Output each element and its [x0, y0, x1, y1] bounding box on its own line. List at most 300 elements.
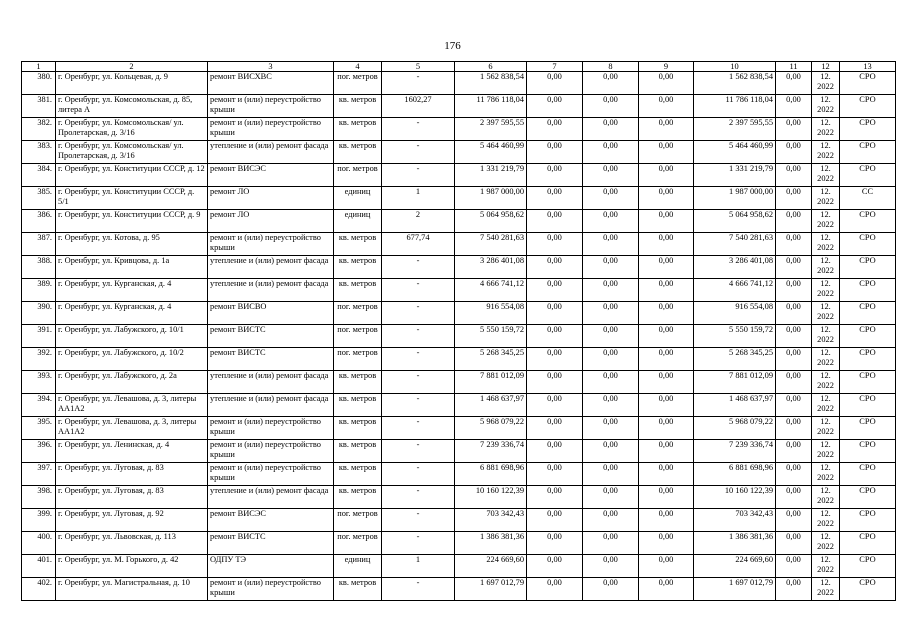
row-number: 388. [22, 256, 56, 279]
other-funds-cell: 0,00 [776, 348, 812, 371]
budget-cost-cell: 0,00 [583, 187, 639, 210]
repair-method-cell: СРО [840, 325, 896, 348]
other-funds-cell: 0,00 [776, 187, 812, 210]
repair-method-cell: СРО [840, 371, 896, 394]
other-funds-cell: 0,00 [776, 95, 812, 118]
owners-funds-cell: 7 881 012,09 [694, 371, 776, 394]
total-cost-cell: 2 397 595,55 [455, 118, 527, 141]
row-number: 393. [22, 371, 56, 394]
quantity-cell: - [382, 486, 455, 509]
column-number-header: 3 [208, 62, 334, 72]
completion-date-cell: 12. 2022 [812, 532, 840, 555]
fund-cost-cell: 0,00 [527, 302, 583, 325]
table-row [22, 164, 896, 187]
table-row [22, 256, 896, 279]
unit-cell: кв. метров [334, 233, 382, 256]
budget-cost-cell: 0,00 [583, 302, 639, 325]
address-cell: г. Оренбург, ул. Луговая, д. 83 [56, 463, 208, 486]
work-type-cell: ремонт ВИСВО [208, 302, 334, 325]
quantity-cell: 677,74 [382, 233, 455, 256]
budget-cost-cell: 0,00 [583, 279, 639, 302]
quantity-cell: 1 [382, 187, 455, 210]
row-number: 391. [22, 325, 56, 348]
other-funds-cell: 0,00 [776, 440, 812, 463]
fund-cost-cell: 0,00 [527, 187, 583, 210]
repair-method-cell: СРО [840, 210, 896, 233]
row-number: 396. [22, 440, 56, 463]
table-row [22, 348, 896, 371]
total-cost-cell: 5 064 958,62 [455, 210, 527, 233]
address-cell: г. Оренбург, ул. Львовская, д. 113 [56, 532, 208, 555]
fund-cost-cell: 0,00 [527, 463, 583, 486]
work-type-cell: утепление и (или) ремонт фасада [208, 279, 334, 302]
address-cell: г. Оренбург, ул. Лабужского, д. 10/2 [56, 348, 208, 371]
fund-cost-cell: 0,00 [527, 578, 583, 601]
repair-method-cell: СРО [840, 486, 896, 509]
table-row [22, 233, 896, 256]
table-row [22, 578, 896, 601]
unit-cell: кв. метров [334, 118, 382, 141]
budget-cost-cell: 0,00 [583, 348, 639, 371]
row-number: 386. [22, 210, 56, 233]
other-funds-cell: 0,00 [776, 279, 812, 302]
table-row [22, 72, 896, 95]
total-cost-cell: 224 669,60 [455, 555, 527, 578]
table-row [22, 532, 896, 555]
other-funds-cell: 0,00 [776, 578, 812, 601]
completion-date-cell: 12. 2022 [812, 578, 840, 601]
completion-date-cell: 12. 2022 [812, 348, 840, 371]
quantity-cell: - [382, 440, 455, 463]
owners-funds-cell: 1 468 637,97 [694, 394, 776, 417]
repair-method-cell: СРО [840, 417, 896, 440]
local-budget-cell: 0,00 [639, 164, 694, 187]
quantity-cell: - [382, 578, 455, 601]
completion-date-cell: 12. 2022 [812, 486, 840, 509]
total-cost-cell: 1 468 637,97 [455, 394, 527, 417]
quantity-cell: 1602,27 [382, 95, 455, 118]
address-cell: г. Оренбург, ул. Курганская, д. 4 [56, 279, 208, 302]
other-funds-cell: 0,00 [776, 463, 812, 486]
fund-cost-cell: 0,00 [527, 417, 583, 440]
column-number-header: 7 [527, 62, 583, 72]
quantity-cell: - [382, 164, 455, 187]
unit-cell: кв. метров [334, 371, 382, 394]
local-budget-cell: 0,00 [639, 578, 694, 601]
quantity-cell: - [382, 118, 455, 141]
repair-method-cell: СРО [840, 72, 896, 95]
repair-method-cell: СРО [840, 279, 896, 302]
total-cost-cell: 1 386 381,36 [455, 532, 527, 555]
table-row [22, 279, 896, 302]
owners-funds-cell: 703 342,43 [694, 509, 776, 532]
other-funds-cell: 0,00 [776, 164, 812, 187]
column-number-header: 11 [776, 62, 812, 72]
total-cost-cell: 916 554,08 [455, 302, 527, 325]
total-cost-cell: 7 239 336,74 [455, 440, 527, 463]
unit-cell: кв. метров [334, 578, 382, 601]
owners-funds-cell: 224 669,60 [694, 555, 776, 578]
table-row [22, 187, 896, 210]
address-cell: г. Оренбург, ул. Кривцова, д. 1а [56, 256, 208, 279]
local-budget-cell: 0,00 [639, 187, 694, 210]
other-funds-cell: 0,00 [776, 486, 812, 509]
unit-cell: пог. метров [334, 532, 382, 555]
row-number: 389. [22, 279, 56, 302]
work-type-cell: ОДПУ ТЭ [208, 555, 334, 578]
row-number: 382. [22, 118, 56, 141]
repair-method-cell: СРО [840, 95, 896, 118]
table-row [22, 302, 896, 325]
unit-cell: кв. метров [334, 440, 382, 463]
column-number-header: 1 [22, 62, 56, 72]
budget-cost-cell: 0,00 [583, 256, 639, 279]
address-cell: г. Оренбург, ул. Левашова, д. 3, литеры АА1А2 [56, 417, 208, 440]
address-cell: г. Оренбург, ул. Комсомольская/ ул. Пролетарская, д. 3/16 [56, 141, 208, 164]
repair-method-cell: СРО [840, 233, 896, 256]
table-row [22, 325, 896, 348]
budget-cost-cell: 0,00 [583, 417, 639, 440]
row-number: 395. [22, 417, 56, 440]
table-row [22, 95, 896, 118]
unit-cell: пог. метров [334, 72, 382, 95]
fund-cost-cell: 0,00 [527, 555, 583, 578]
repair-method-cell: СРО [840, 164, 896, 187]
budget-cost-cell: 0,00 [583, 440, 639, 463]
fund-cost-cell: 0,00 [527, 256, 583, 279]
budget-cost-cell: 0,00 [583, 141, 639, 164]
total-cost-cell: 11 786 118,04 [455, 95, 527, 118]
completion-date-cell: 12. 2022 [812, 279, 840, 302]
work-type-cell: ремонт и (или) переустройство крыши [208, 95, 334, 118]
repair-method-cell: СРО [840, 555, 896, 578]
work-type-cell: ремонт ВИСЭС [208, 164, 334, 187]
work-type-cell: ремонт и (или) переустройство крыши [208, 118, 334, 141]
work-type-cell: утепление и (или) ремонт фасада [208, 371, 334, 394]
column-number-header: 13 [840, 62, 896, 72]
local-budget-cell: 0,00 [639, 118, 694, 141]
repair-method-cell: СРО [840, 256, 896, 279]
address-cell: г. Оренбург, ул. Комсомольская/ ул. Пролетарская, д. 3/16 [56, 118, 208, 141]
completion-date-cell: 12. 2022 [812, 440, 840, 463]
other-funds-cell: 0,00 [776, 302, 812, 325]
quantity-cell: - [382, 371, 455, 394]
total-cost-cell: 5 268 345,25 [455, 348, 527, 371]
completion-date-cell: 12. 2022 [812, 72, 840, 95]
owners-funds-cell: 1 697 012,79 [694, 578, 776, 601]
row-number: 399. [22, 509, 56, 532]
work-type-cell: утепление и (или) ремонт фасада [208, 256, 334, 279]
unit-cell: кв. метров [334, 256, 382, 279]
budget-cost-cell: 0,00 [583, 394, 639, 417]
column-number-header: 4 [334, 62, 382, 72]
local-budget-cell: 0,00 [639, 95, 694, 118]
fund-cost-cell: 0,00 [527, 210, 583, 233]
budget-cost-cell: 0,00 [583, 72, 639, 95]
total-cost-cell: 5 550 159,72 [455, 325, 527, 348]
owners-funds-cell: 4 666 741,12 [694, 279, 776, 302]
completion-date-cell: 12. 2022 [812, 325, 840, 348]
column-number-header: 12 [812, 62, 840, 72]
repair-method-cell: СРО [840, 348, 896, 371]
row-number: 390. [22, 302, 56, 325]
local-budget-cell: 0,00 [639, 371, 694, 394]
fund-cost-cell: 0,00 [527, 371, 583, 394]
completion-date-cell: 12. 2022 [812, 141, 840, 164]
fund-cost-cell: 0,00 [527, 95, 583, 118]
total-cost-cell: 5 464 460,99 [455, 141, 527, 164]
quantity-cell: - [382, 279, 455, 302]
budget-cost-cell: 0,00 [583, 578, 639, 601]
quantity-cell: - [382, 72, 455, 95]
address-cell: г. Оренбург, ул. М. Горького, д. 42 [56, 555, 208, 578]
fund-cost-cell: 0,00 [527, 532, 583, 555]
other-funds-cell: 0,00 [776, 417, 812, 440]
work-type-cell: утепление и (или) ремонт фасада [208, 141, 334, 164]
capital-repair-table [21, 61, 896, 601]
unit-cell: кв. метров [334, 394, 382, 417]
work-type-cell: ремонт и (или) переустройство крыши [208, 233, 334, 256]
budget-cost-cell: 0,00 [583, 118, 639, 141]
repair-method-cell: СРО [840, 578, 896, 601]
work-type-cell: ремонт и (или) переустройство крыши [208, 440, 334, 463]
address-cell: г. Оренбург, ул. Конституции СССР, д. 12 [56, 164, 208, 187]
work-type-cell: ремонт ВИСТС [208, 325, 334, 348]
owners-funds-cell: 7 540 281,63 [694, 233, 776, 256]
quantity-cell: 1 [382, 555, 455, 578]
table-row [22, 463, 896, 486]
local-budget-cell: 0,00 [639, 509, 694, 532]
other-funds-cell: 0,00 [776, 256, 812, 279]
local-budget-cell: 0,00 [639, 417, 694, 440]
address-cell: г. Оренбург, ул. Конституции СССР, д. 9 [56, 210, 208, 233]
completion-date-cell: 12. 2022 [812, 118, 840, 141]
budget-cost-cell: 0,00 [583, 463, 639, 486]
row-number: 381. [22, 95, 56, 118]
column-number-header: 10 [694, 62, 776, 72]
address-cell: г. Оренбург, ул. Курганская, д. 4 [56, 302, 208, 325]
table-row [22, 486, 896, 509]
owners-funds-cell: 5 968 079,22 [694, 417, 776, 440]
table-row [22, 509, 896, 532]
column-number-header: 9 [639, 62, 694, 72]
address-cell: г. Оренбург, ул. Луговая, д. 92 [56, 509, 208, 532]
owners-funds-cell: 11 786 118,04 [694, 95, 776, 118]
budget-cost-cell: 0,00 [583, 233, 639, 256]
repair-method-cell: СРО [840, 394, 896, 417]
local-budget-cell: 0,00 [639, 486, 694, 509]
work-type-cell: ремонт и (или) переустройство крыши [208, 463, 334, 486]
fund-cost-cell: 0,00 [527, 509, 583, 532]
fund-cost-cell: 0,00 [527, 118, 583, 141]
local-budget-cell: 0,00 [639, 348, 694, 371]
other-funds-cell: 0,00 [776, 532, 812, 555]
address-cell: г. Оренбург, ул. Кольцевая, д. 9 [56, 72, 208, 95]
total-cost-cell: 703 342,43 [455, 509, 527, 532]
local-budget-cell: 0,00 [639, 463, 694, 486]
row-number: 398. [22, 486, 56, 509]
quantity-cell: - [382, 532, 455, 555]
unit-cell: единиц [334, 210, 382, 233]
other-funds-cell: 0,00 [776, 325, 812, 348]
total-cost-cell: 1 562 838,54 [455, 72, 527, 95]
unit-cell: кв. метров [334, 279, 382, 302]
owners-funds-cell: 2 397 595,55 [694, 118, 776, 141]
owners-funds-cell: 916 554,08 [694, 302, 776, 325]
local-budget-cell: 0,00 [639, 555, 694, 578]
total-cost-cell: 7 881 012,09 [455, 371, 527, 394]
budget-cost-cell: 0,00 [583, 325, 639, 348]
unit-cell: пог. метров [334, 325, 382, 348]
table-row [22, 118, 896, 141]
local-budget-cell: 0,00 [639, 210, 694, 233]
row-number: 400. [22, 532, 56, 555]
table-row [22, 371, 896, 394]
column-number-header: 2 [56, 62, 208, 72]
row-number: 385. [22, 187, 56, 210]
fund-cost-cell: 0,00 [527, 486, 583, 509]
repair-method-cell: СС [840, 187, 896, 210]
owners-funds-cell: 5 064 958,62 [694, 210, 776, 233]
unit-cell: кв. метров [334, 486, 382, 509]
budget-cost-cell: 0,00 [583, 210, 639, 233]
address-cell: г. Оренбург, ул. Магистральная, д. 10 [56, 578, 208, 601]
other-funds-cell: 0,00 [776, 210, 812, 233]
fund-cost-cell: 0,00 [527, 233, 583, 256]
completion-date-cell: 12. 2022 [812, 509, 840, 532]
owners-funds-cell: 1 331 219,79 [694, 164, 776, 187]
fund-cost-cell: 0,00 [527, 72, 583, 95]
unit-cell: кв. метров [334, 417, 382, 440]
fund-cost-cell: 0,00 [527, 325, 583, 348]
local-budget-cell: 0,00 [639, 72, 694, 95]
row-number: 392. [22, 348, 56, 371]
table-row [22, 141, 896, 164]
local-budget-cell: 0,00 [639, 233, 694, 256]
other-funds-cell: 0,00 [776, 233, 812, 256]
table-row [22, 394, 896, 417]
owners-funds-cell: 10 160 122,39 [694, 486, 776, 509]
quantity-cell: - [382, 348, 455, 371]
work-type-cell: ремонт и (или) переустройство крыши [208, 417, 334, 440]
local-budget-cell: 0,00 [639, 325, 694, 348]
unit-cell: единиц [334, 555, 382, 578]
unit-cell: кв. метров [334, 95, 382, 118]
row-number: 394. [22, 394, 56, 417]
repair-method-cell: СРО [840, 440, 896, 463]
repair-method-cell: СРО [840, 302, 896, 325]
column-number-header: 8 [583, 62, 639, 72]
address-cell: г. Оренбург, ул. Луговая, д. 83 [56, 486, 208, 509]
total-cost-cell: 6 881 698,96 [455, 463, 527, 486]
address-cell: г. Оренбург, ул. Левашова, д. 3, литеры АА1А2 [56, 394, 208, 417]
repair-method-cell: СРО [840, 463, 896, 486]
fund-cost-cell: 0,00 [527, 440, 583, 463]
unit-cell: пог. метров [334, 509, 382, 532]
quantity-cell: - [382, 141, 455, 164]
local-budget-cell: 0,00 [639, 141, 694, 164]
completion-date-cell: 12. 2022 [812, 256, 840, 279]
unit-cell: пог. метров [334, 302, 382, 325]
address-cell: г. Оренбург, ул. Комсомольская, д. 85, литера А [56, 95, 208, 118]
row-number: 380. [22, 72, 56, 95]
fund-cost-cell: 0,00 [527, 279, 583, 302]
repair-method-cell: СРО [840, 532, 896, 555]
work-type-cell: утепление и (или) ремонт фасада [208, 394, 334, 417]
quantity-cell: - [382, 463, 455, 486]
row-number: 383. [22, 141, 56, 164]
table-body [22, 72, 896, 601]
completion-date-cell: 12. 2022 [812, 164, 840, 187]
address-cell: г. Оренбург, ул. Котова, д. 95 [56, 233, 208, 256]
budget-cost-cell: 0,00 [583, 371, 639, 394]
work-type-cell: ремонт ВИСТС [208, 348, 334, 371]
other-funds-cell: 0,00 [776, 555, 812, 578]
address-cell: г. Оренбург, ул. Лабужского, д. 2а [56, 371, 208, 394]
fund-cost-cell: 0,00 [527, 164, 583, 187]
budget-cost-cell: 0,00 [583, 164, 639, 187]
repair-method-cell: СРО [840, 509, 896, 532]
local-budget-cell: 0,00 [639, 440, 694, 463]
fund-cost-cell: 0,00 [527, 141, 583, 164]
column-number-header: 5 [382, 62, 455, 72]
completion-date-cell: 12. 2022 [812, 95, 840, 118]
address-cell: г. Оренбург, ул. Ленинская, д. 4 [56, 440, 208, 463]
other-funds-cell: 0,00 [776, 141, 812, 164]
budget-cost-cell: 0,00 [583, 555, 639, 578]
local-budget-cell: 0,00 [639, 532, 694, 555]
local-budget-cell: 0,00 [639, 394, 694, 417]
total-cost-cell: 4 666 741,12 [455, 279, 527, 302]
quantity-cell: - [382, 256, 455, 279]
owners-funds-cell: 5 464 460,99 [694, 141, 776, 164]
unit-cell: пог. метров [334, 164, 382, 187]
owners-funds-cell: 1 562 838,54 [694, 72, 776, 95]
row-number: 397. [22, 463, 56, 486]
table-row [22, 417, 896, 440]
owners-funds-cell: 3 286 401,08 [694, 256, 776, 279]
quantity-cell: 2 [382, 210, 455, 233]
owners-funds-cell: 7 239 336,74 [694, 440, 776, 463]
quantity-cell: - [382, 394, 455, 417]
budget-cost-cell: 0,00 [583, 95, 639, 118]
total-cost-cell: 1 331 219,79 [455, 164, 527, 187]
total-cost-cell: 1 697 012,79 [455, 578, 527, 601]
row-number: 387. [22, 233, 56, 256]
local-budget-cell: 0,00 [639, 279, 694, 302]
total-cost-cell: 1 987 000,00 [455, 187, 527, 210]
fund-cost-cell: 0,00 [527, 394, 583, 417]
budget-cost-cell: 0,00 [583, 532, 639, 555]
work-type-cell: утепление и (или) ремонт фасада [208, 486, 334, 509]
completion-date-cell: 12. 2022 [812, 210, 840, 233]
other-funds-cell: 0,00 [776, 72, 812, 95]
owners-funds-cell: 1 987 000,00 [694, 187, 776, 210]
budget-cost-cell: 0,00 [583, 509, 639, 532]
work-type-cell: ремонт ВИСТС [208, 532, 334, 555]
owners-funds-cell: 5 550 159,72 [694, 325, 776, 348]
column-number-row [22, 62, 896, 72]
local-budget-cell: 0,00 [639, 302, 694, 325]
owners-funds-cell: 6 881 698,96 [694, 463, 776, 486]
other-funds-cell: 0,00 [776, 118, 812, 141]
total-cost-cell: 7 540 281,63 [455, 233, 527, 256]
completion-date-cell: 12. 2022 [812, 463, 840, 486]
column-number-header: 6 [455, 62, 527, 72]
owners-funds-cell: 5 268 345,25 [694, 348, 776, 371]
other-funds-cell: 0,00 [776, 509, 812, 532]
other-funds-cell: 0,00 [776, 394, 812, 417]
